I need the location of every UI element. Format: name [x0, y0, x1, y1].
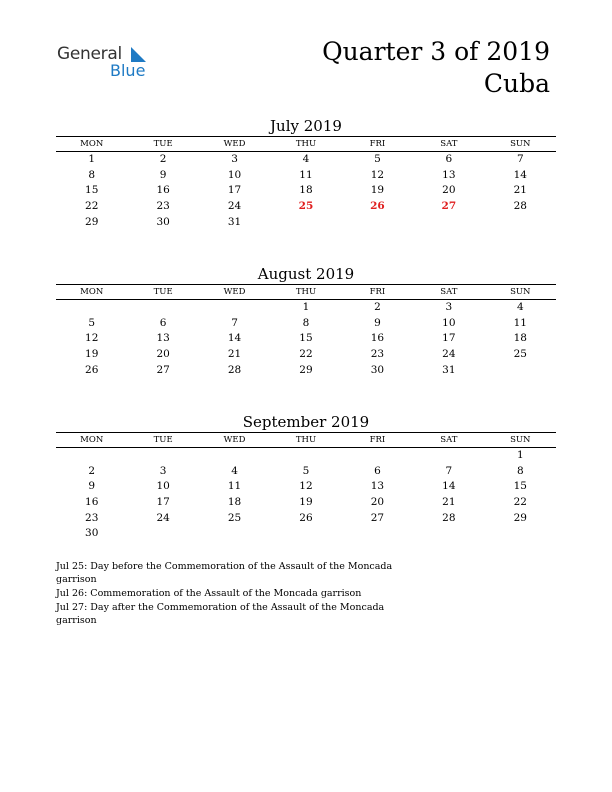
day-cell: 31 — [227, 215, 242, 228]
weekday-label: WED — [223, 139, 246, 149]
day-cell: 15 — [299, 332, 313, 345]
holiday-notes — [56, 560, 406, 628]
day-cell: 23 — [156, 200, 170, 213]
weekday-label: THU — [295, 435, 317, 445]
weekday-label: SAT — [440, 139, 458, 149]
brand-logo — [57, 44, 157, 84]
day-cell: 7 — [445, 464, 453, 477]
day-cell-holiday: 25 — [298, 200, 314, 213]
title-country: Cuba — [483, 69, 550, 98]
day-cell: 20 — [156, 348, 170, 361]
day-cell: 13 — [156, 332, 170, 345]
day-cell: 16 — [370, 332, 385, 345]
day-cell: 28 — [513, 200, 527, 213]
day-cell-empty — [56, 448, 127, 464]
day-cell: 12 — [85, 332, 99, 345]
day-cell: 5 — [302, 464, 310, 477]
day-cell-holiday: 27 — [441, 200, 457, 213]
day-cell-empty — [199, 300, 270, 316]
day-cell: 1 — [516, 449, 524, 461]
day-cell: 20 — [370, 496, 385, 509]
day-cell: 28 — [442, 511, 456, 524]
day-cell: 13 — [442, 168, 456, 181]
day-cell: 2 — [374, 301, 381, 313]
day-cell: 14 — [227, 332, 242, 345]
weekday-label: THU — [295, 287, 317, 297]
day-cell: 29 — [299, 363, 313, 376]
day-cell: 9 — [88, 480, 96, 493]
day-cell: 28 — [227, 363, 242, 376]
day-cell: 19 — [85, 348, 99, 361]
day-cell: 11 — [513, 316, 527, 329]
day-cell-empty — [127, 448, 198, 464]
weekday-header — [56, 137, 556, 151]
day-cell: 17 — [156, 496, 170, 509]
day-grid — [56, 152, 556, 230]
weekday-label: WED — [223, 287, 246, 297]
weekday-label: TUE — [153, 435, 173, 445]
day-cell: 12 — [370, 168, 385, 181]
day-cell: 16 — [85, 496, 99, 509]
weekday-label: THU — [295, 139, 317, 149]
day-cell: 6 — [445, 153, 453, 165]
day-cell: 6 — [374, 464, 381, 477]
weekday-label: FRI — [369, 435, 386, 445]
day-cell: 8 — [88, 168, 96, 181]
day-cell: 4 — [231, 464, 238, 477]
day-cell: 25 — [513, 348, 527, 361]
day-cell: 22 — [513, 496, 527, 509]
day-cell: 24 — [227, 200, 242, 213]
weekday-label: MON — [80, 139, 104, 149]
day-cell-empty — [56, 300, 127, 316]
day-cell: 30 — [370, 363, 385, 376]
day-grid — [56, 448, 556, 542]
day-cell-empty — [270, 448, 341, 464]
day-cell: 30 — [85, 527, 99, 540]
month-calendar-september — [56, 412, 556, 542]
day-cell: 7 — [516, 153, 524, 165]
day-cell: 1 — [302, 301, 310, 313]
month-calendar-august — [56, 264, 556, 378]
day-cell: 27 — [156, 363, 170, 376]
weekday-label: TUE — [153, 139, 173, 149]
brand-word-general: General — [57, 44, 122, 64]
day-cell: 12 — [299, 480, 313, 493]
weekday-label: MON — [80, 287, 104, 297]
day-cell: 21 — [227, 348, 242, 361]
day-cell: 18 — [299, 184, 313, 197]
day-grid — [56, 300, 556, 378]
month-title: August 2019 — [257, 265, 355, 283]
day-cell: 18 — [227, 496, 242, 509]
day-cell: 2 — [159, 153, 167, 165]
day-cell: 18 — [513, 332, 527, 345]
day-cell: 29 — [85, 215, 99, 228]
weekday-label: WED — [223, 435, 246, 445]
day-cell: 9 — [159, 168, 167, 181]
day-cell: 26 — [85, 363, 99, 376]
title-quarter: Quarter 3 of 2019 — [322, 37, 550, 66]
weekday-header — [56, 433, 556, 447]
day-cell: 14 — [513, 168, 527, 181]
day-cell: 23 — [85, 511, 99, 524]
day-cell: 15 — [513, 480, 527, 493]
day-cell-empty — [413, 448, 484, 464]
day-cell: 13 — [370, 480, 385, 493]
day-cell: 7 — [231, 316, 238, 329]
weekday-label: FRI — [369, 139, 386, 149]
day-cell: 24 — [442, 348, 456, 361]
day-cell: 8 — [516, 464, 524, 477]
day-cell: 9 — [374, 316, 381, 329]
weekday-label: MON — [80, 435, 104, 445]
day-cell: 22 — [299, 348, 313, 361]
brand-word-blue: Blue — [110, 61, 146, 80]
month-title: July 2019 — [270, 117, 342, 135]
weekday-label: TUE — [153, 287, 173, 297]
day-cell: 29 — [513, 511, 527, 524]
day-cell: 4 — [302, 153, 310, 165]
page-title — [322, 36, 550, 100]
holiday-note: Jul 26: Commemoration of the Assault of the Moncada garrison — [56, 588, 362, 599]
day-cell: 10 — [442, 316, 456, 329]
day-cell: 15 — [85, 184, 99, 197]
day-cell: 5 — [374, 153, 381, 165]
holiday-note: Jul 25: Day before the Commemoration of the Assault of the Moncada garrison — [56, 561, 393, 585]
day-cell: 3 — [231, 153, 238, 165]
weekday-label: SUN — [510, 435, 531, 445]
day-cell: 5 — [88, 316, 96, 329]
day-cell: 26 — [299, 511, 313, 524]
day-cell: 24 — [156, 511, 170, 524]
weekday-label: SUN — [510, 139, 531, 149]
day-cell: 23 — [370, 348, 385, 361]
weekday-label: SAT — [440, 435, 458, 445]
day-cell: 17 — [227, 184, 242, 197]
day-cell: 30 — [156, 215, 170, 228]
day-cell: 1 — [88, 153, 96, 165]
weekday-label: FRI — [369, 287, 386, 297]
day-cell: 10 — [227, 168, 242, 181]
weekday-label: SUN — [510, 287, 531, 297]
day-cell: 3 — [159, 464, 167, 477]
day-cell-holiday: 26 — [370, 200, 385, 213]
day-cell: 20 — [442, 184, 456, 197]
day-cell: 31 — [442, 363, 456, 376]
month-calendar-july — [56, 116, 556, 230]
day-cell: 3 — [445, 301, 453, 313]
day-cell: 21 — [442, 496, 456, 509]
day-cell: 22 — [85, 200, 99, 213]
day-cell-empty — [342, 448, 413, 464]
day-cell: 25 — [227, 511, 242, 524]
day-cell: 19 — [370, 184, 385, 197]
day-cell: 14 — [442, 480, 456, 493]
day-cell: 4 — [516, 301, 524, 313]
day-cell: 10 — [156, 480, 170, 493]
day-cell: 8 — [302, 316, 310, 329]
day-cell-empty — [127, 300, 198, 316]
weekday-label: SAT — [440, 287, 458, 297]
holiday-note: Jul 27: Day after the Commemoration of the Assault of the Moncada garrison — [56, 602, 385, 626]
day-cell-empty — [199, 448, 270, 464]
day-cell: 16 — [156, 184, 170, 197]
weekday-header — [56, 285, 556, 299]
day-cell: 11 — [227, 480, 242, 493]
month-title: September 2019 — [242, 413, 370, 431]
day-cell: 2 — [88, 464, 96, 477]
day-cell: 27 — [370, 511, 385, 524]
day-cell: 11 — [299, 168, 313, 181]
day-cell: 19 — [299, 496, 313, 509]
day-cell: 6 — [159, 316, 167, 329]
day-cell: 21 — [513, 184, 527, 197]
day-cell: 17 — [442, 332, 456, 345]
